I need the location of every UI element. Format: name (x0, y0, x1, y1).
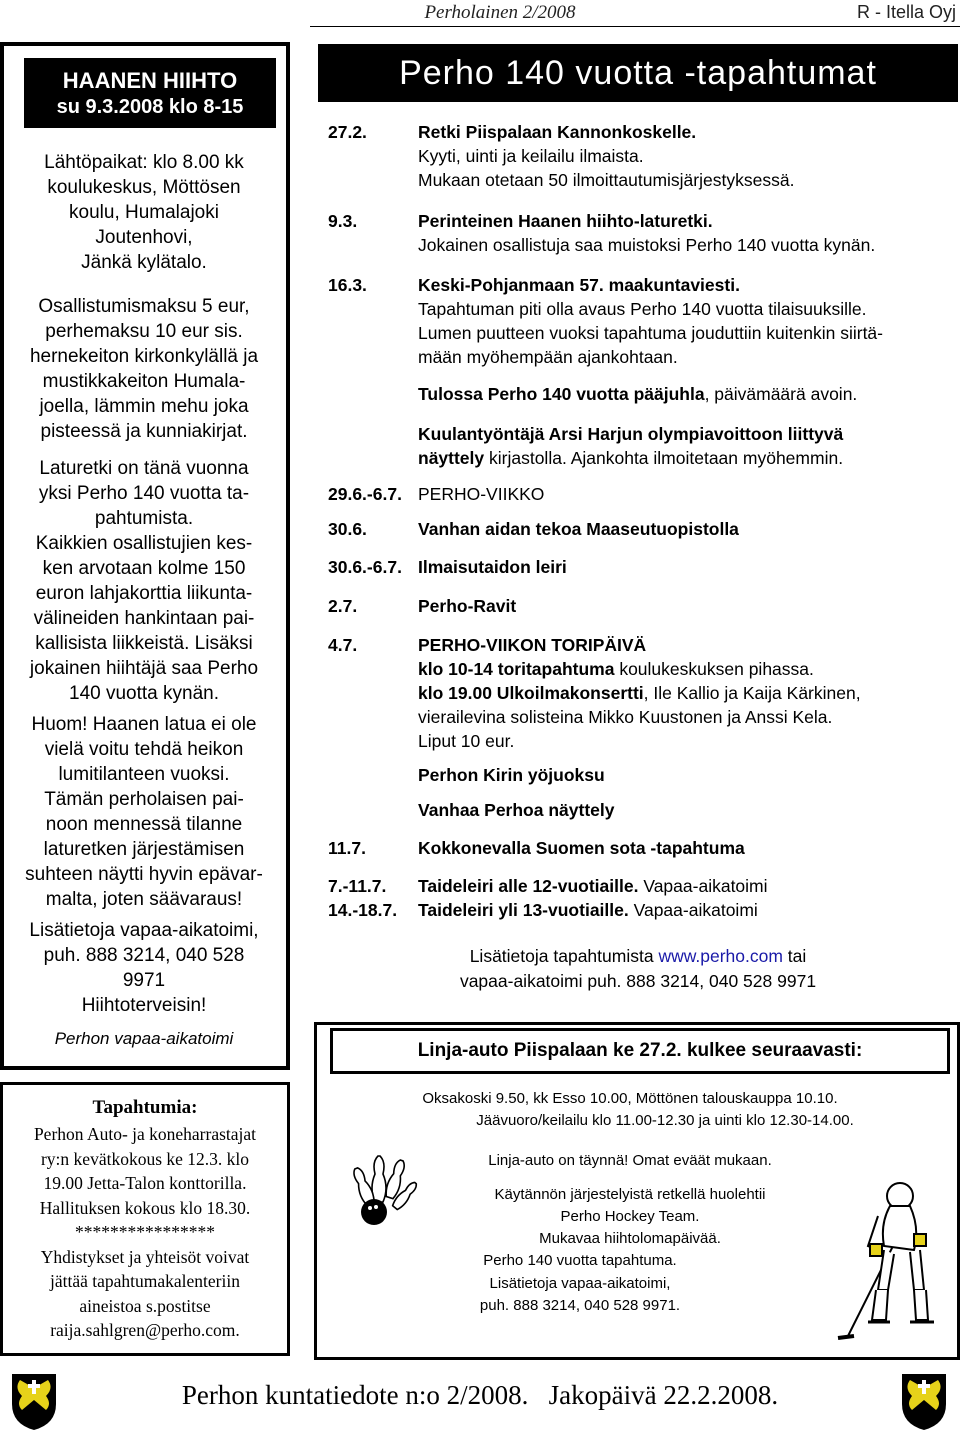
ski-contact: Lisätietoja vapaa-aikatoimi, puh. 888 3214, 040 528 9971 Hiihtoterveisin! (29, 920, 259, 1016)
event-date: 9.3. (328, 211, 358, 231)
event-date: 11.7. (328, 838, 366, 858)
event-title: Perinteinen Haanen hiihto-laturetki. (418, 211, 713, 231)
hockey-player-illustration (818, 1176, 944, 1348)
event-date: 30.6.-6.7. (328, 557, 402, 577)
header-divider (310, 26, 960, 27)
event-detail: Mukaan otetaan 50 ilmoittautumisjärjestyksessä. (418, 170, 795, 190)
event-detail: klo 19.00 Ulkoilmakonsertti, Ile Kallio ja Kaija Kärkinen, (418, 683, 861, 703)
ski-raffle: Laturetki on tänä vuonna yksi Perho 140 vuotta ta- pahtumista. Kaikkien osallistujien kes- ken arvotaan kolme 150 euron lahjakorttia liikunta- välineiden hankintaan pai- kallisista liikkeistä. Lisäksi jokainen hiihtäjä saa Perho 140 vuotta kynän. (29, 458, 259, 704)
bus-title: Linja-auto Piispalaan ke 27.2. kulkee seuraavasti: (330, 1028, 950, 1074)
issue-label: Perholainen 2/2008 (424, 2, 576, 23)
event-date: 30.6. (328, 519, 367, 539)
event-title: Kokkonevalla Suomen sota -tapahtuma (418, 838, 745, 858)
event-date: 2.7. (328, 596, 358, 616)
event-detail: Tapahtuman piti olla avaus Perho 140 vuotta tilaisuuksille. (418, 299, 867, 319)
event-date: 27.2. (328, 122, 367, 142)
event-detail: mään myöhempään ajankohtaan. (418, 347, 678, 367)
ski-start-places: Lähtöpaikat: klo 8.00 kk koulukeskus, Möttösen koulu, Humalajoki Joutenhovi, Jänkä kylätalo. (44, 152, 244, 273)
municipal-crest-icon (10, 1372, 58, 1432)
printer-label: R - Itella Oyj (856, 2, 956, 22)
event-title: Perho-Ravit (418, 596, 517, 616)
ski-signature: Perhon vapaa-aikatoimi (54, 1029, 234, 1048)
exhibition-detail: näyttely kirjastolla. Ajankohta ilmoitetaan myöhemmin. (418, 448, 844, 468)
ski-note: Huom! Haanen latua ei ole vielä voitu tehdä heikon lumitilanteen vuoksi. Tämän perholaisen pai- noon mennessä tilanne laturetken järjestämisen suhteen näytti hyvin epävar- malta, joten säävaraus! (25, 714, 263, 910)
event-title: Taideleiri alle 12-vuotiaille. Vapaa-aikatoimi (418, 876, 768, 896)
ski-fee: Osallistumismaksu 5 eur, perhemaksu 10 eur sis. hernekeiton kirkonkylällä ja mustikkakeiton Humala- joella, lämmin mehu joka pisteessä ja kunniakirjat. (29, 296, 259, 442)
event-title: Taideleiri yli 13-vuotiaille. Vapaa-aikatoimi (418, 900, 758, 920)
event-title: PERHO-VIIKON TORIPÄIVÄ (418, 635, 647, 655)
event-detail: vierailevina solisteina Mikko Kuustonen ja Anssi Kela. (418, 707, 833, 727)
event-detail: klo 10-14 toritapahtuma koulukeskuksen pihassa. (418, 659, 814, 679)
event-title: Retki Piispalaan Kannonkoskelle. (418, 122, 697, 142)
bus-organizer: Käytännön järjestelyistä retkellä huolehtii Perho Hockey Team. Mukavaa hiihtolomapäivää. (494, 1186, 766, 1247)
calendar-title: Tapahtumia: (92, 1097, 198, 1118)
main-celebration: Tulossa Perho 140 vuotta pääjuhla, päivämäärä avoin. (418, 384, 858, 404)
bowling-illustration (348, 1146, 424, 1228)
events-info: Lisätietoja tapahtumista www.perho.com tai vapaa-aikatoimi puh. 888 3214, 040 528 9971 (459, 946, 817, 991)
event-detail: Lumen puutteen vuoksi tapahtuma jouduttiin kuitenkin siirtä- (418, 323, 883, 343)
event-detail: Vanhaa Perhoa näyttely (418, 800, 615, 820)
event-date: 14.-18.7. (328, 900, 398, 920)
event-detail: Jokainen osallistuja saa muistoksi Perho 140 vuotta kynän. (418, 235, 876, 255)
ski-title-bar (24, 58, 276, 128)
exhibition-title: Kuulantyöntäjä Arsi Harjun olympiavoittoon liittyvä (418, 424, 844, 444)
event-title: Keski-Pohjanmaan 57. maakuntaviesti. (418, 275, 740, 295)
event-date: 29.6.-6.7. (328, 484, 402, 504)
footer-text: Perhon kuntatiedote n:o 2/2008. Jakopäivä 22.2.2008. (181, 1380, 779, 1410)
event-detail: Perhon Kirin yöjuoksu (418, 765, 605, 785)
event-date: 4.7. (328, 635, 358, 655)
event-date: 16.3. (328, 275, 367, 295)
event-date: 7.-11.7. (328, 876, 387, 896)
event-title: PERHO-VIIKKO (418, 484, 545, 504)
event-title: Ilmaisutaidon leiri (418, 557, 567, 577)
bus-schedule: Oksakoski 9.50, kk Esso 10.00, Möttönen talouskauppa 10.10. Jäävuoro/keilailu klo 11.00-12.30 ja uinti klo 12.30-14.00. (422, 1090, 854, 1129)
ski-date: su 9.3.2008 klo 8-15 (56, 96, 244, 118)
event-title: Vanhan aidan tekoa Maaseutuopistolla (418, 519, 739, 539)
event-detail: Liput 10 eur. (418, 731, 515, 751)
website-link[interactable]: www.perho.com (658, 946, 783, 966)
calendar-text: Perhon Auto- ja koneharrastajat ry:n kevätkokous ke 12.3. klo 19.00 Jetta-Talon konttorilla. Hallituksen kokous klo 18.30. **************** Yhdistykset ja yhteisöt voivat jättää tapahtumakalenteriin aineistoa s.postitse raija.sahlgren@perho.com. (33, 1124, 257, 1340)
bus-contact: Perho 140 vuotta tapahtuma. Lisätietoja vapaa-aikatoimi, puh. 888 3214, 040 528 9971. (479, 1252, 681, 1314)
ski-title: HAANEN HIIHTO (62, 68, 238, 93)
events-banner: Perho 140 vuotta -tapahtumat (318, 44, 958, 102)
bus-full-note: Linja-auto on täynnä! Omat eväät mukaan. (488, 1152, 772, 1169)
event-detail: Kyyti, uinti ja keilailu ilmaista. (418, 146, 644, 166)
municipal-crest-icon (900, 1372, 948, 1432)
